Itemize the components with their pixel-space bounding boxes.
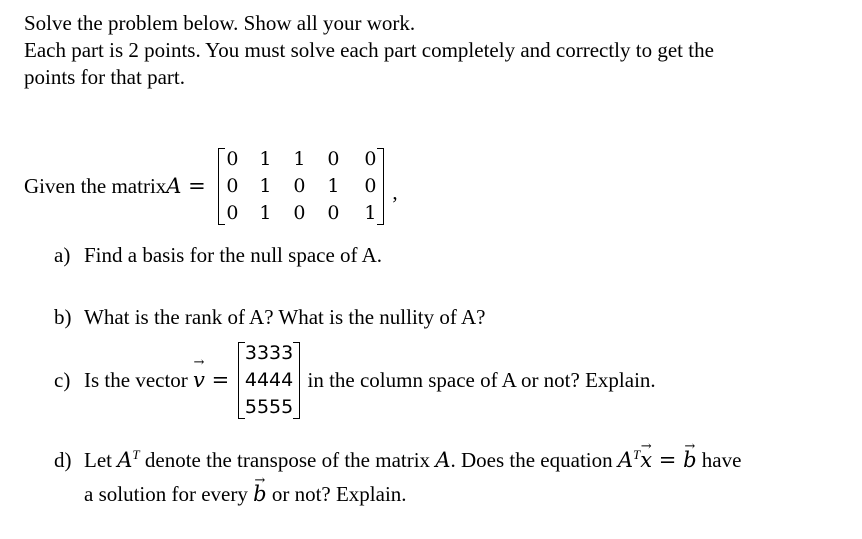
part-a [54, 243, 382, 268]
symbol-a-3: A [617, 448, 634, 472]
part-d-text-3: . Does the equation [450, 448, 618, 472]
matrix-a-row [226, 146, 376, 173]
matrix-a-cell: 1 [259, 201, 272, 224]
vector-x-symbol: → x [640, 443, 652, 477]
equation-equals: = [652, 448, 684, 472]
given-prefix: Given the matrix [24, 173, 167, 198]
matrix-a [226, 146, 376, 227]
vector-v-symbol: → v [193, 368, 205, 392]
vector-v-entry: 5555 [244, 395, 294, 418]
part-d-line2-text-1: a solution for every [84, 482, 254, 506]
vector-v-entry: 4444 [244, 368, 294, 391]
instructions [24, 10, 844, 91]
matrix-a-cell: 1 [364, 201, 377, 224]
matrix-a-row [226, 200, 376, 227]
transpose-superscript-2: T [633, 447, 641, 462]
instructions-line-2: Each part is 2 points. You must solve each part completely and correctly to get the [24, 38, 714, 62]
part-b-text: What is the rank of A? What is the nullity of A? [84, 305, 486, 329]
vector-b-symbol-2: → b [253, 477, 266, 511]
equals-sign: = [181, 174, 213, 198]
vector-b-symbol: → b [683, 443, 696, 477]
part-c-text-before: Is the vector [84, 367, 194, 392]
vector-v-entry: 3333 [244, 341, 294, 364]
vector-v-brackets [238, 340, 300, 421]
matrix-symbol-a: A [166, 174, 182, 198]
vector-v-row [244, 367, 294, 394]
matrix-a-cell: 0 [226, 201, 239, 224]
part-d-text-2: denote the transpose of the matrix [139, 448, 436, 472]
matrix-a-brackets [218, 146, 384, 227]
matrix-a-row [226, 173, 376, 200]
instructions-line-3: points for that part. [24, 65, 185, 89]
part-c-equals: = [204, 368, 236, 392]
part-c [54, 338, 656, 422]
matrix-a-cell: 1 [259, 147, 272, 170]
part-c-text-after: in the column space of A or not? Explain. [302, 367, 656, 392]
matrix-a-cell: 0 [327, 147, 340, 170]
matrix-a-cell: 0 [364, 174, 377, 197]
matrix-a-cell: 0 [327, 201, 340, 224]
matrix-a-cell: 1 [293, 147, 306, 170]
part-c-label: c) [54, 367, 71, 392]
matrix-a-cell: 0 [226, 174, 239, 197]
part-d-label: d) [54, 448, 72, 472]
part-a-text: Find a basis for the null space of A. [84, 243, 383, 267]
matrix-a-cell: 0 [226, 147, 239, 170]
matrix-a-cell: 1 [259, 174, 272, 197]
part-d-line-1 [54, 438, 741, 477]
instructions-line-1: Solve the problem below. Show all your work. [24, 11, 416, 35]
part-d [54, 438, 741, 511]
part-a-label: a) [54, 243, 71, 267]
part-b [54, 305, 485, 330]
part-b-label: b) [54, 305, 72, 329]
given-matrix-statement [24, 144, 398, 228]
part-d-text-1: Let [84, 448, 118, 472]
part-d-text-4: have [696, 448, 742, 472]
transpose-superscript: T [132, 447, 140, 462]
part-d-line-2 [54, 477, 741, 511]
trailing-comma: , [392, 179, 398, 204]
symbol-a-2: A [435, 448, 451, 472]
matrix-a-cell: 1 [327, 174, 340, 197]
vector-v-row [244, 394, 294, 421]
vector-v-row [244, 340, 294, 367]
vector-v [244, 340, 294, 421]
symbol-a: A [117, 448, 133, 472]
part-d-line2-text-2: or not? Explain. [266, 482, 407, 506]
matrix-a-cell: 0 [364, 147, 377, 170]
matrix-a-cell: 0 [293, 174, 306, 197]
matrix-a-cell: 0 [293, 201, 306, 224]
